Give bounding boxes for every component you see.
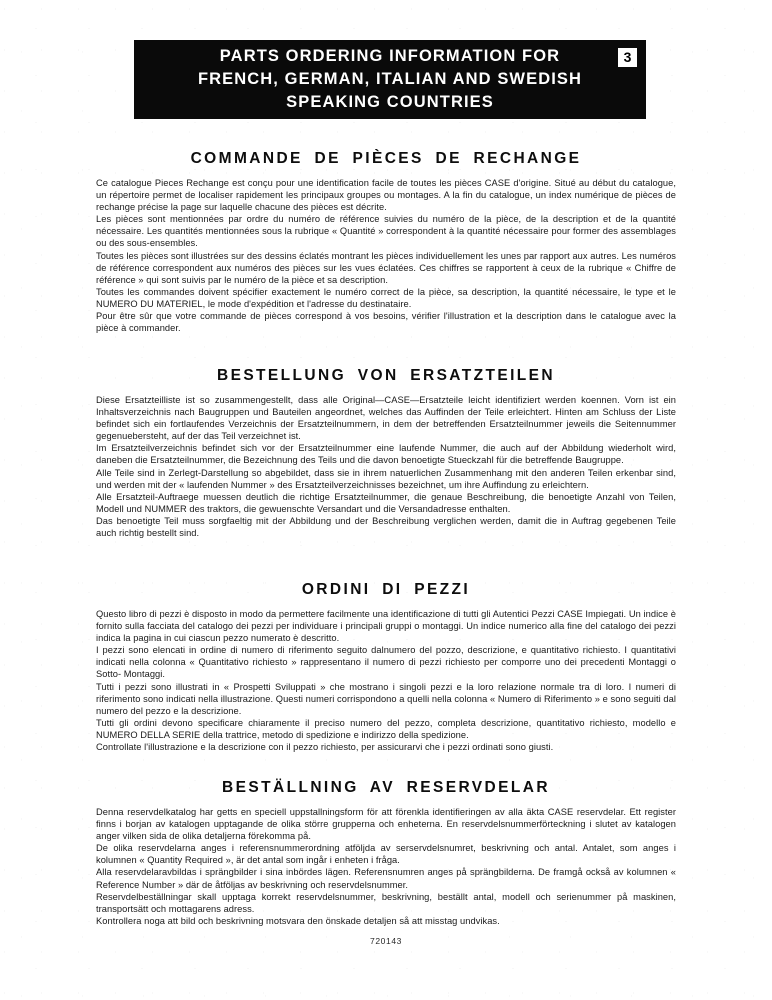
paragraph: Toutes les pièces sont illustrées sur des dessins éclatés montrant les pièces individuellement les unes par rapport aux autres. Les numéros de référence correspondent aux numéros des pièces sur les vues éclatées. Ces chiffres se rapportent à ceux de la rubrique « Chiffre de référence » qui sont suivis par le numéro de la pièce et sa description.: [96, 250, 676, 285]
paragraph: Diese Ersatzteilliste ist so zusammengestellt, dass alle Original—CASE—Ersatzteile leicht identifiziert werden koennen. Vorn ist ein Inhaltsverzeichnis nach Baugruppen und Bauteilen angeordnet, welches das Auffinden der Teile erleichtert. Hinten am Schluss der Liste befindet sich ein fortlaufendes Verzeichnis der Ersatzteilnummern, in dem der betreffenden Ersatzteilnummer jeweils die Seitennummer gegenuebersteht, auf der das Teil verzeichnet ist.: [96, 395, 676, 442]
paragraph: Denna reservdelkatalog har getts en speciell uppstallningsform för att förenkla identifieringen av alla äkta CASE reservdelar. Ett register finns i borjan av katalogen upptagande de olika större grupperna och enheterna. En reservdelsnummerförteckning i slutet av katalogen anger vilken sida de olika detaljerna förekomma på.: [96, 807, 676, 842]
paragraph: Im Ersatzteilverzeichnis befindet sich vor der Ersatzteilnummer eine laufende Nummer, die auch auf der Abbildung wiederholt wird, daneben die Ersatzteilnummer, die Bezeichnung des Teils und die davon benoetigte Stueckzahl für die betreffende Baugruppe.: [96, 443, 676, 466]
paragraph: Das benoetigte Teil muss sorgfaeltig mit der Abbildung und der Beschreibung verglichen werden, damit die in Auftrag gegebenen Teile auch richtig bestellt sind.: [96, 515, 676, 539]
header-line-3: SPEAKING COUNTRIES: [286, 93, 494, 111]
section-title-french: COMMANDE DE PIÈCES DE RECHANGE: [190, 150, 582, 167]
paragraph: Alle Teile sind in Zerlegt-Darstellung so abgebildet, dass sie in ihrem natuerlichen Zusammenhang mit den anderen Teilen erkenbar sind, und werden mit der « laufenden Nummer » des Ersatzteilverzeichnisses bezeichnet, um ihre Auffindung zu erleichtern.: [96, 467, 676, 490]
section-italian: [96, 581, 676, 753]
paragraph: Questo libro di pezzi è disposto in modo da permettere facilmente una identificazione di tutti gli Autentici Pezzi CASE Impiegati. Un indice è fornito sulla facciata del catalogo dei pezzi per individuare i principali gruppi o montaggi. Un indice numerico alla fine del catalogo dei pezzi indica la pagina in cui ciascun pezzo numerato è descritto.: [96, 609, 676, 644]
page-number-badge: 3: [618, 48, 637, 67]
header-line-1: PARTS ORDERING INFORMATION FOR: [219, 47, 561, 65]
section-title-italian: ORDINI DI PEZZI: [301, 581, 471, 598]
paragraph: I pezzi sono elencati in ordine di numero di riferimento seguito dalnumero del pozzo, descrizione, e quantitativo richiesto. I quantitativi indicati nella colonna « Quantitativo richiesto » rappresentano il numero di pezzi richiesto per comporre uno dei precedenti Montaggi o Sotto- Montaggi.: [96, 645, 676, 680]
header-line-2: FRENCH, GERMAN, ITALIAN AND SWEDISH: [197, 70, 583, 88]
paragraph: Alle Ersatzteil-Auftraege muessen deutlich die richtige Ersatzteilnummer, die genaue Beschreibung, die benoetigte Anzahl von Teilen, Modell und NUMMER des traktors, die gewuenschte Versandart und die Versandadresse enthalten.: [96, 491, 676, 514]
section-swedish: [96, 779, 676, 927]
section-title-german: BESTELLUNG VON ERSATZTEILEN: [216, 367, 556, 384]
section-title-swedish: BESTÄLLNING AV RESERVDELAR: [222, 779, 550, 796]
paragraph: Controllate l'illustrazione e la descrizione con il pezzo richiesto, per assicurarvi che i pezzi ordinati sono giusti.: [96, 742, 554, 753]
paragraph: Ce catalogue Pieces Rechange est conçu pour une identification facile de toutes les pièces CASE d'origine. Situé au début du catalogue, un répertoire permet de localiser rapidement les principaux groupes ou montages. A la fin du catalogue, un index numérique de pièces de rechange précise la page sur laquelle chacune des pièces est décrite.: [96, 178, 676, 213]
section-german: [96, 367, 676, 539]
paragraph: Toutes les commandes doivent spécifier exactement le numéro correct de la pièce, sa description, la quantité nécessaire, le type et le NUMERO DU MATERIEL, le mode d'expédition et l'adresse du destinataire.: [96, 286, 676, 309]
paragraph: Reservdelbeställningar skall upptaga korrekt reservdelsnummer, beskrivning, beställt antal, modell och serienummer på maskinen, transportsätt och mottagarens adress.: [96, 891, 676, 914]
paragraph: Tutti i pezzi sono illustrati in « Prospetti Sviluppati » che mostrano i singoli pezzi e la loro relazione normale tra di loro. I numeri di riferimento sono indicati nella illustrazione. Questi numeri corrispondono a quelli nella colonna « Numero di Riferimento » e sono seguiti dal numero del pezzo e la descrizione.: [96, 681, 676, 716]
paragraph: Tutti gli ordini devono specificare chiaramente il preciso numero del pezzo, completa descrizione, quantitativo richiesto, modello e NUMERO DELLA SERIE della trattrice, metodo di spedizione e indirizzo della spedizione.: [96, 717, 676, 740]
paragraph: Les pièces sont mentionnées par ordre du numéro de référence suivies du numéro de la pièce, de la description et de la quantité nécessaire. Les quantités mentionnées sous la rubrique « Quantité » correspondent à la quantité nécessaire pour former des assemblages ou des sous-ensembles.: [96, 214, 676, 249]
paragraph: Pour être sûr que votre commande de pièces correspond à vos besoins, vérifier l'illustration et la description dans le catalogue avec la pièce à commander.: [96, 311, 676, 334]
paragraph: Alla reservdelaravbildas i sprängbilder i sina inbördes lägen. Referensnumren anges på sprängbilderna. De framgå också av kolumnen « Reference Number » där de åtföljas av beskrivning och reservdelsnummer.: [96, 867, 676, 890]
footer-document-code: 720143: [370, 936, 402, 946]
paragraph: De olika reservdelarna anges i referensnummerordning atföljda av serservdelsnumret, beskrivning och antal. Antalet, som anges i kolumnen « Quantity Required », är det antal som ingår i enheten i fråga.: [96, 843, 676, 866]
section-french: [96, 150, 676, 334]
paragraph: Kontrollera noga att bild och beskrivning motsvara den önskade detaljen så att misstag undvikas.: [96, 915, 500, 926]
page-header-banner: [134, 40, 646, 119]
